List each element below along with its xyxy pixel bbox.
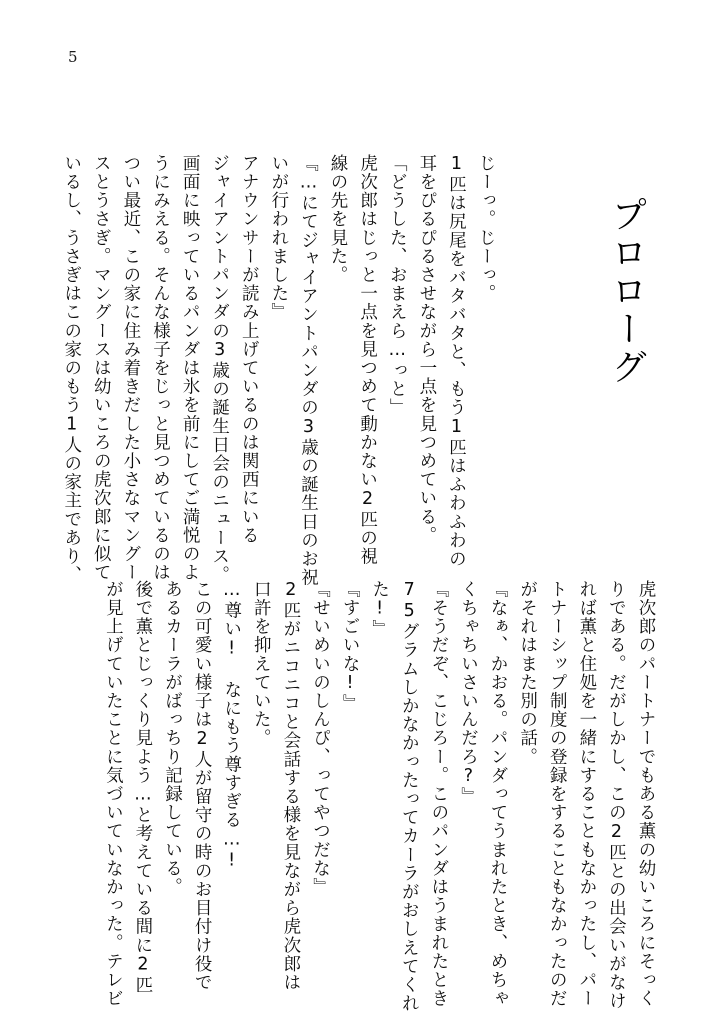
text-line: が見上げていたことに気づいていなかった。テレビ (103, 580, 124, 1009)
text-line: くちゃちいさいんだろ?』 (458, 580, 479, 806)
text-line: れば薫と住処を一緒にすることもなかったし、パー (576, 580, 597, 1009)
text-line: りである。だがしかし、この2匹との出会いがなけ (606, 580, 627, 1011)
text-line: 「どうした、おまえら…っと」 (387, 154, 408, 418)
text-line: 『そうだぞ、こじろー。このパンダはうまれたとき (428, 580, 449, 1009)
text-line: 2匹がニコニコと会話する様を見ながら虎次郎は (280, 580, 301, 992)
text-line: じーっ。じーっ。 (476, 154, 496, 304)
text-line: この可愛い様子は2人が留守の時のお目付け役で (192, 580, 213, 992)
text-line: スとうさぎ。マングースは幼いころの虎次郎に似て (91, 154, 112, 583)
text-line: がそれはまた別の話。 (517, 580, 538, 767)
text-line: 虎次郎はじっと一点を見つめて動かない2匹の視 (357, 154, 378, 566)
text-line: いるし、うさぎはこの家のもう1人の家主であり、 (61, 154, 82, 585)
text-line: うにみえる。そんな様子をじっと見つめているのは (150, 154, 171, 583)
text-line: ジャイアントパンダの3歳の誕生日会のニュース。 (209, 154, 230, 585)
text-line: 口許を抑えていた。 (251, 580, 272, 748)
text-line: 線の先を見た。 (328, 154, 349, 285)
body-block-lower (84, 512, 656, 1014)
body-block-upper-lines (61, 154, 496, 588)
text-line: 耳をぴるぴるさせながら一点を見つめている。 (416, 154, 437, 545)
chapter-title: プロローグ (606, 196, 647, 386)
body-block-lower-lines (84, 580, 654, 1024)
page-number: 5 (68, 48, 78, 66)
text-line: 『すごいな!』 (340, 580, 361, 713)
text-line: …尊い! なにもう尊すぎる…! (221, 580, 242, 872)
text-line: つい最近、この家に住み着きだした小さなマングー (120, 154, 141, 583)
text-line: 1匹は尻尾をバタバタと、もう1匹はふわふわの (446, 154, 467, 569)
text-line: アナウンサーが読み上げているのは関西にいる (239, 154, 260, 545)
text-line: 画面に映っているパンダは氷を前にしてご満悦のよ (180, 154, 201, 583)
body-block-upper (61, 86, 496, 588)
text-line: トナーシップ制度の登録をすることもなかったのだ (547, 580, 568, 1009)
text-line: 『なぁ、かおる。パンダってうまれたとき、めちゃ (488, 580, 509, 1009)
text-line: た!』 (369, 580, 390, 639)
text-line: 虎次郎のパートナーでもある薫の幼いころにそっく (636, 580, 656, 1009)
text-line: 75グラムしかなかったってカーラがおしえてくれ (399, 580, 420, 1014)
text-line: 『せいめいのしんぴ、ってやつだな』 (310, 580, 331, 897)
text-line: 『…にてジャイアントパンダの3歳の誕生日のお祝 (298, 154, 319, 588)
text-line: あるカーラがばっちり記録している。 (162, 580, 183, 897)
text-line: いが行われました』 (268, 154, 289, 322)
text-line: 後で薫とじっくり見よう…と考えている間に2匹 (132, 580, 153, 995)
